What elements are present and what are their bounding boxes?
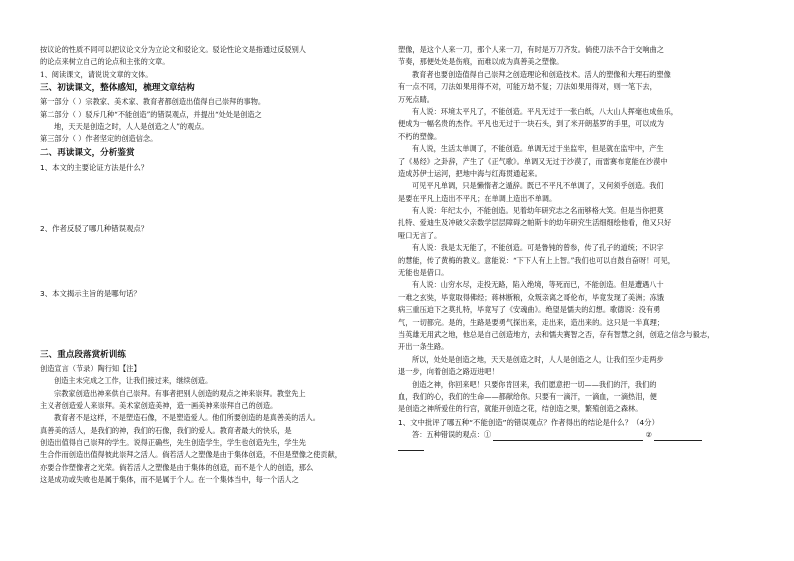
section-paragraph-heading: 三、重点段落赏析训练 — [40, 349, 126, 360]
intro-line-1: 按议论的性质不同可以把议论文分为立论文和驳论文。驳论性论文是指通过反驳别人 — [40, 45, 306, 54]
passage-line: 创造主未完成之工作，让我们接过来，继续创造。 — [54, 376, 213, 386]
passage-line: 有人说：山穷水尽，走投无路，陷入绝境，等死而已，不能创造。但是遭遇八十 — [412, 280, 664, 290]
passage-line: 有人说：我是太无能了，不能创造。可是鲁钝的曾参，传了孔子的道统；不识字 — [412, 243, 664, 253]
passage-line: 了《易经》之卦辞，产生了《正气歌》。单调又无过于沙漠了，而雷赛布竟能在沙漠中 — [398, 156, 668, 166]
intro-line-2: 的论点来树立自己的论点和主张的文章。 — [40, 57, 170, 67]
right-column — [398, 44, 760, 451]
passage-line: 是要在平凡上造出不平凡；在单调上造出不单调。 — [398, 193, 557, 203]
answer-space-3[interactable] — [40, 300, 402, 348]
passage-line: 教育者也要创造值得自己崇拜之创造理论和创造技术。活人的塑像和大理石的塑像 — [412, 69, 671, 79]
passage-line: 教育者不是这样，不是塑造石像，不是塑造爱人。他们所要创造的是真善美的活人。 — [54, 413, 320, 423]
passage-line: 当英雄无用武之地，他总是自己创造地方，去和懦夫赛智之否，存有智慧之剑，创造之信念与毅志， — [398, 329, 715, 339]
section-analysis-heading: 二、再读课文，分析鉴赏 — [40, 147, 135, 158]
passage-line: 主义者创造爱人来崇拜。美术家创造美神，造一画美神来崇拜自己的创造。 — [40, 400, 278, 410]
question-1: 1、本文的主要论证方法是什么？ — [40, 162, 149, 172]
passage-line: 退一步，向着创造之路迈进吧！ — [398, 367, 499, 377]
passage-line: 是创造之神所爱住的行宫，就能开创造之花，结创造之果，繁殖创造之森林。 — [398, 404, 643, 414]
answer-label: 答：五种错误的观点：① — [412, 429, 492, 439]
question-right-1: 1、文中批评了哪五种“不能创造”的错误观点？作者得出的结论是什么？（4分） — [398, 417, 659, 427]
passage-line: 宗教家创造出神来供自己崇拜。有事者把别人创造的观点之神来崇拜。教堂先上 — [54, 388, 306, 398]
passage-line: 不朽的塑像。 — [398, 131, 442, 141]
passage-line: 病三重压迫下之莫扎特，毕竟写了《安魂曲》。绝望是懦夫的幻想。歌德说：没有勇 — [398, 305, 661, 315]
passage-line: 塑像，是这个人来一刀，那个人来一刀，有时是万刀齐发。倘使刀法不合于交响曲之 — [398, 45, 664, 54]
question-3: 3、本文揭示主旨的是哪句话？ — [40, 288, 141, 298]
passage-line: 气，一切都完。是的，生路是要勇气探出来，走出来，造出来的。这只是一半真理； — [398, 317, 664, 327]
passage-line: 真善美的活人，是我们的神，我们的石像，我们的爱人。教育者最大的快乐，是 — [40, 425, 292, 435]
passage-line: 一难之玄奘，毕竟取得佛经；蒋林断粮，众叛亲离之哥伦布，毕竟发现了美洲；冻饿 — [398, 292, 664, 302]
part-1: 第一部分（ ）宗教家、美术家、教育者都创造出值得自己崇拜的事物。 — [40, 97, 266, 107]
answer-space-2[interactable] — [40, 235, 402, 287]
passage-line: 有人说：年纪太小，不能创造。见着幼年研究志之名而够格大笑。但是当你把莫 — [412, 206, 664, 216]
passage-line: 可见平凡单调，只是懒惰者之遁辞。既已不平凡不单调了，又何须乎创造。我们 — [412, 181, 664, 191]
task-1: 1、阅读课文，请说说文章的文体。 — [40, 69, 153, 79]
passage-line: 的慧能，传了黄梅的教义。意能说：“下下人有上上智。”我们也可以自鼓自奋呀！可见， — [398, 255, 675, 265]
passage-line: 哑口无言了。 — [398, 230, 442, 240]
passage-line: 节奏，那便处处是伤痕，而难以成为真善美之塑像。 — [398, 57, 564, 67]
passage-left — [40, 375, 402, 487]
passage-line: 有人说：环境太平凡了，不能创造。平凡无过于一张白纸，八大山人挥毫也成鱼乐， — [412, 106, 678, 116]
answer-blank-1[interactable] — [493, 431, 643, 441]
left-column — [40, 44, 402, 487]
passage-title: 创造宣言（节录）陶行知【注】 — [40, 363, 141, 373]
passage-line: 万死点睛。 — [398, 94, 434, 104]
passage-line: 创造出值得自己崇拜的学生。说得正确些，先生创造学生，学生也创造先生，学生先 — [40, 438, 306, 448]
passage-line: 便成为一幅名贵的杰作。平凡也无过于一块石头，到了米开朗基罗的手里，可以成为 — [398, 119, 664, 129]
part-2-cont: 地，天天是创造之时，人人是创造之人”的观点。 — [54, 121, 209, 131]
passage-line: 扎特、爱迪生及冲破父亲数学层层障碍之帕斯卡的幼年研究生活细细绘他看，他又只好 — [398, 218, 672, 228]
passage-line: 生合作而创造出值得彼此崇拜之活人。倘若活人之塑像是由于集体创造，不但是塑像之使贡献， — [40, 450, 342, 460]
passage-line: 造成苏伊士运河，把地中海与红海贯通起来。 — [398, 168, 542, 178]
passage-line: 这是成功或失败也是属于集体，而不是属于个人。在一个集体当中，每一个活人之 — [40, 475, 299, 485]
answer-blank-3[interactable] — [398, 441, 424, 451]
passage-line: 所以，处处是创造之地，天天是创造之时，人人是创造之人，让我们至少走两步 — [412, 354, 664, 364]
answer-space-1[interactable] — [40, 174, 402, 222]
answer-num-2: ② — [645, 429, 653, 439]
passage-line: 有一点不同，刀法如果用得不对，可能万劫不复；刀法如果用得对，则一笔下去， — [398, 82, 657, 92]
passage-line: 创造之神，你回来吧！只要你肯回来，我们愿意把一切——我们的汗，我们的 — [412, 379, 657, 389]
passage-right — [398, 44, 760, 416]
passage-line: 亦要合作塑像者之光荣。倘若活人之塑像是由于集体的创造，而不是个人的创造，那么 — [40, 462, 314, 472]
passage-line: 血，我们的心，我们的生命——都献给你。只要有一滴汗，一滴血，一滴热泪，便 — [398, 391, 657, 401]
answer-line — [398, 429, 760, 441]
question-2: 2、作者反驳了哪几种错误观点？ — [40, 223, 149, 233]
part-2: 第二部分（ ）驳斥几种“不能创造”的错误观点，并提出“处处是创造之 — [40, 109, 262, 119]
passage-line: 无能也是借口。 — [398, 268, 449, 278]
section-structure-heading: 三、初读课文，整体感知，梳理文章结构 — [40, 83, 195, 94]
part-3: 第三部分（ ）作者坚定的创造信念。 — [40, 134, 158, 144]
passage-line: 开出一条生路。 — [398, 342, 449, 352]
passage-line: 有人说，生活太单调了，不能创造。单调无过于坐监牢，但是就在监牢中，产生 — [412, 144, 664, 154]
answer-blank-2[interactable] — [654, 431, 702, 441]
